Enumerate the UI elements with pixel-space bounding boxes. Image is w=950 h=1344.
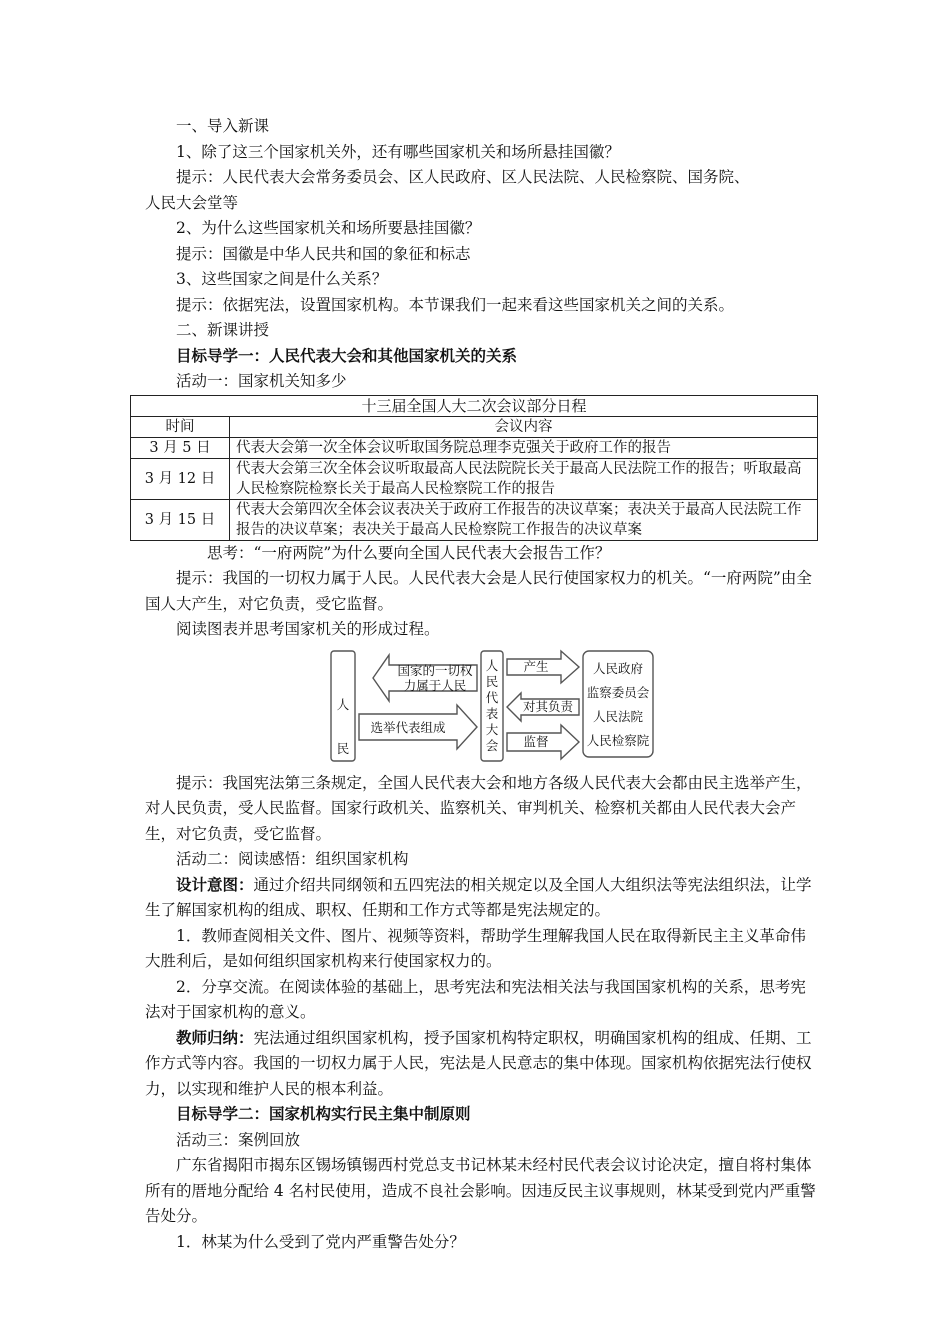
step-1: 1．教师查阅相关文件、图片、视频等资料，帮助学生理解我国人民在取得新民主主义革命伟大胜利后，是如何组织国家机构来行使国家权力的。 (145, 926, 806, 970)
diagram-shapes (145, 647, 820, 765)
goal-1-heading: 目标导学一：人民代表大会和其他国家机关的关系 (176, 346, 518, 365)
step-2: 2．分享交流。在阅读体验的基础上，思考宪法和宪法相关法与我国国家机构的关系，思考宪法对于国家机构的意义。 (145, 977, 806, 1021)
state-organs-diagram (145, 647, 820, 765)
design-intent (145, 873, 820, 924)
row-date: 3 月 5 日 (131, 437, 230, 458)
case-text: 广东省揭阳市揭东区锡场镇锡西村党总支书记林某未经村民代表会议讨论决定，擅自将村集体所有的厝地分配给 4 名村民使用，造成不良社会影响。因违反民主议事规则，林某受到党内严重警告处分。 (145, 1156, 816, 1225)
table-header-row (131, 416, 818, 437)
hint-1a: 提示：人民代表大会常务委员会、区人民政府、区人民法院、人民检察院、国务院、 (176, 168, 750, 186)
people-label: 人民 (336, 696, 350, 756)
row-date: 3 月 15 日 (131, 499, 230, 540)
power-label: 国家的一切权力属于人民 (397, 662, 473, 693)
heading-new-lesson: 二、新课讲授 (176, 321, 270, 339)
row-date: 3 月 12 日 (131, 458, 230, 499)
hint-think: 提示：我国的一切权力属于人民。人民代表大会是人民行使国家权力的机关。“一府两院”由全国人大产生，对它负责，受它监督。 (145, 569, 812, 613)
document-page (145, 114, 820, 1255)
header-content: 会议内容 (230, 416, 818, 437)
read-instruction: 阅读图表并思考国家机关的形成过程。 (176, 620, 440, 638)
organ-court: 人民法院 (592, 708, 643, 724)
supervise-label: 监督 (523, 733, 549, 749)
summary-text: 宪法通过组织国家机构，授予国家机构特定职权，明确国家机构的组成、任期、工作方式等内容。我国的一切权力属于人民，宪法是人民意志的集中体现。国家机构依据宪法行使权力，以实现和维护人民的根本利益。 (145, 1028, 812, 1098)
table-title-row (131, 395, 818, 416)
case-question-1: 1．林某为什么受到了党内严重警告处分？ (176, 1232, 465, 1251)
hint-diagram: 提示：我国宪法第三条规定，全国人民代表大会和地方各级人民代表大会都由民主选举产生，对人民负责，受人民监督。国家行政机关、监察机关、审判机关、检察机关都由人民代表大会产生，对它负责，受它监督。 (145, 773, 812, 843)
organ-procuratorate: 人民检察院 (586, 732, 650, 748)
design-text: 通过介绍共同纲领和五四宪法的相关规定以及全国人大组织法等宪法组织法，让学生了解国家机构的组成、职权、任期和工作方式等都是宪法规定的。 (145, 875, 812, 919)
goal-2-heading: 目标导学二：国家机构实行民主集中制原则 (176, 1105, 471, 1123)
elect-label: 选举代表组成 (370, 719, 446, 735)
produce-label: 产生 (523, 658, 549, 674)
header-time: 时间 (131, 416, 230, 437)
organ-government: 人民政府 (592, 660, 643, 676)
design-label: 设计意图： (176, 875, 254, 894)
heading-intro: 一、导入新课 (176, 117, 270, 135)
question-1: 1、除了这三个国家机关外，还有哪些国家机关和场所悬挂国徽？ (176, 142, 620, 161)
hint-1b: 人民大会堂等 (145, 193, 239, 212)
table-row (131, 458, 818, 499)
organ-supervisory: 监察委员会 (586, 684, 650, 700)
npc-label: 人民代表大会 (485, 657, 499, 753)
row-content: 代表大会第三次全体会议听取最高人民法院院长关于最高人民法院工作的报告；听取最高人民检察院检察长关于最高人民检察院工作的报告 (230, 458, 818, 499)
row-content: 代表大会第一次全体会议听取国务院总理李克强关于政府工作的报告 (230, 437, 818, 458)
teacher-summary (145, 1026, 820, 1103)
table-row (131, 437, 818, 458)
activity-3-heading: 活动三：案例回放 (176, 1130, 301, 1149)
hint-3: 提示：依据宪法，设置国家机构。本节课我们一起来看这些国家机关之间的关系。 (176, 295, 735, 314)
question-3: 3、这些国家之间是什么关系？ (176, 270, 388, 288)
table-row (131, 499, 818, 540)
responsible-label: 对其负责 (522, 698, 573, 714)
activity-2-heading: 活动二：阅读感悟：组织国家机构 (176, 850, 409, 868)
question-2: 2、为什么这些国家机关和场所要悬挂国徽？ (176, 219, 481, 237)
schedule-table (130, 395, 818, 541)
summary-label: 教师归纳： (176, 1028, 254, 1047)
row-content: 代表大会第四次全体会议表决关于政府工作报告的决议草案；表决关于最高人民法院工作报告的决议草案；表决关于最高人民检察院工作报告的决议草案 (230, 499, 818, 540)
activity-1-heading: 活动一：国家机关知多少 (176, 372, 347, 390)
hint-2: 提示：国徽是中华人民共和国的象征和标志 (176, 244, 471, 263)
organs-list (583, 657, 653, 753)
think-question: 思考：“一府两院”为什么要向全国人民代表大会报告工作？ (207, 543, 611, 562)
table-title: 十三届全国人大二次会议部分日程 (131, 395, 818, 416)
